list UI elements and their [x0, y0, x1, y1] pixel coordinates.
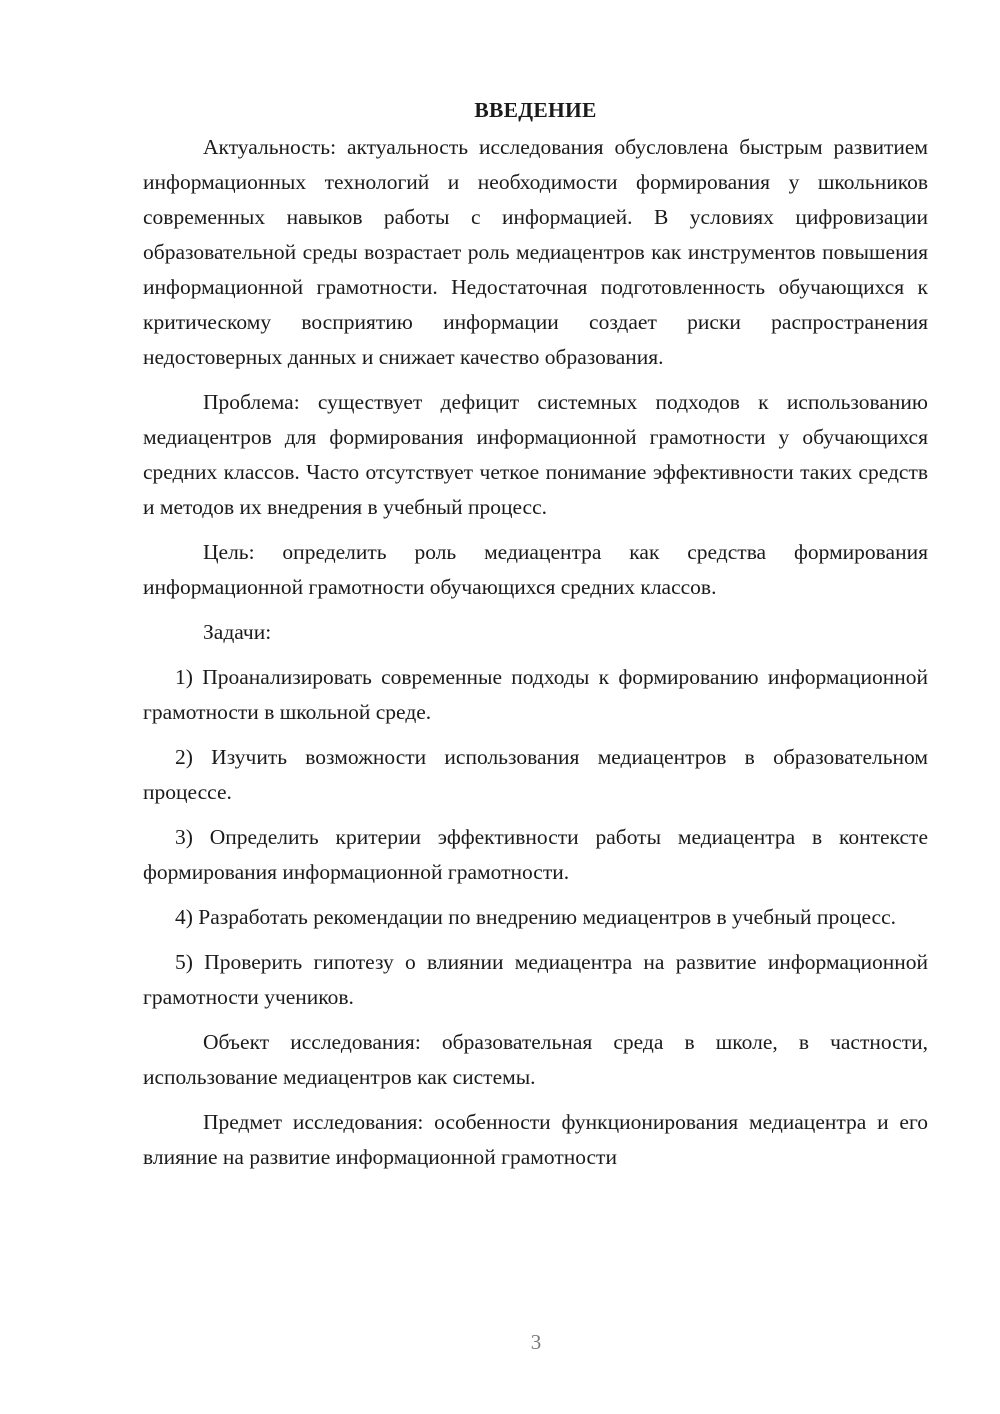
paragraph-goal: Цель: определить роль медиацентра как средства формирования информационной грамотности обучающихся средних классов.	[143, 540, 928, 599]
page-content	[143, 92, 928, 1185]
tasks-heading: Задачи:	[203, 620, 272, 644]
task-item-5: 5) Проверить гипотезу о влиянии медиацентра на развитие информационной грамотности учеников.	[143, 950, 928, 1009]
paragraph-relevance: Актуальность: актуальность исследования обусловлена быстрым развитием информационных технологий и необходимости формирования у школьников современных навыков работы с информацией. В условиях цифровизации образовательной среды возрастает роль медиацентров как инструментов повышения информационной грамотности. Недостаточная подготовленность обучающихся к критическому восприятию информации создает риски распространения недостоверных данных и снижает качество образования.	[143, 135, 928, 369]
task-item-3: 3) Определить критерии эффективности работы медиацентра в контексте формирования информационной грамотности.	[143, 825, 928, 884]
task-item-2: 2) Изучить возможности использования медиацентров в образовательном процессе.	[143, 745, 928, 804]
section-title: ВВЕДЕНИЕ	[474, 98, 597, 122]
task-item-1: 1) Проанализировать современные подходы к формированию информационной грамотности в школьной среде.	[143, 665, 928, 724]
page-number: 3	[530, 1330, 542, 1354]
task-item-4: 4) Разработать рекомендации по внедрению медиацентров в учебный процесс.	[175, 905, 896, 929]
paragraph-problem: Проблема: существует дефицит системных подходов к использованию медиацентров для формирования информационной грамотности у обучающихся средних классов. Часто отсутствует четкое понимание эффективности таких средств и методов их внедрения в учебный процесс.	[143, 390, 928, 519]
paragraph-object: Объект исследования: образовательная среда в школе, в частности, использование медиацентров как системы.	[143, 1030, 928, 1089]
paragraph-subject: Предмет исследования: особенности функционирования медиацентра и его влияние на развитие информационной грамотности	[143, 1110, 928, 1169]
